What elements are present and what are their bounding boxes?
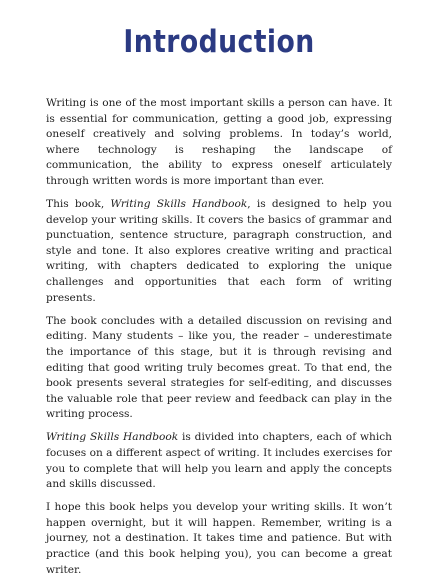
- paragraph: [46, 314, 392, 423]
- paragraph-text: The book concludes with a detailed discussion on revising and editing. Many students – like you, the reader – underestimate the importance of this stage, but it is through revising and editing that good writing truly becomes great. To that end, the book presents several strategies for self-editing, and discusses the valuable role that peer review and feedback can play in the writing process.: [46, 314, 392, 421]
- page-title: Introduction: [123, 24, 315, 60]
- paragraph: [46, 96, 392, 190]
- paragraph-text: I hope this book helps you develop your writing skills. It won’t happen overnight, but it will happen. Remember, writing is a journey, not a destination. It takes time and patience. But with practice (and this book helping you), you can become a great writer.: [46, 501, 392, 576]
- body-text: [46, 96, 392, 586]
- book-title-italic: Writing Skills Handbook: [110, 198, 248, 211]
- paragraph: [46, 197, 392, 306]
- paragraph: [46, 430, 392, 492]
- paragraph-text: , is designed to help you develop your writing skills. It covers the basics of grammar and punctuation, sentence structure, paragraph construction, and style and tone. It also explores creative writing and practical writing, with chapters dedicated to exploring the unique challenges and opportunities that each form of writing presents.: [46, 198, 392, 304]
- paragraph-text: is divided into chapters, each of which focuses on a different aspect of writing. It includes exercises for you to complete that will help you learn and apply the concepts and skills discussed.: [46, 431, 392, 491]
- paragraph-text: This book,: [46, 198, 111, 211]
- book-title-italic: Writing Skills Handbook: [46, 431, 179, 444]
- paragraph: [46, 500, 392, 578]
- paragraph-text: Writing is one of the most important skills a person can have. It is essential for communication, getting a good job, expressing oneself creatively and solving problems. In today’s world, where technology is reshaping the landscape of communication, the ability to express oneself articulately through written words is more important than ever.: [46, 97, 392, 187]
